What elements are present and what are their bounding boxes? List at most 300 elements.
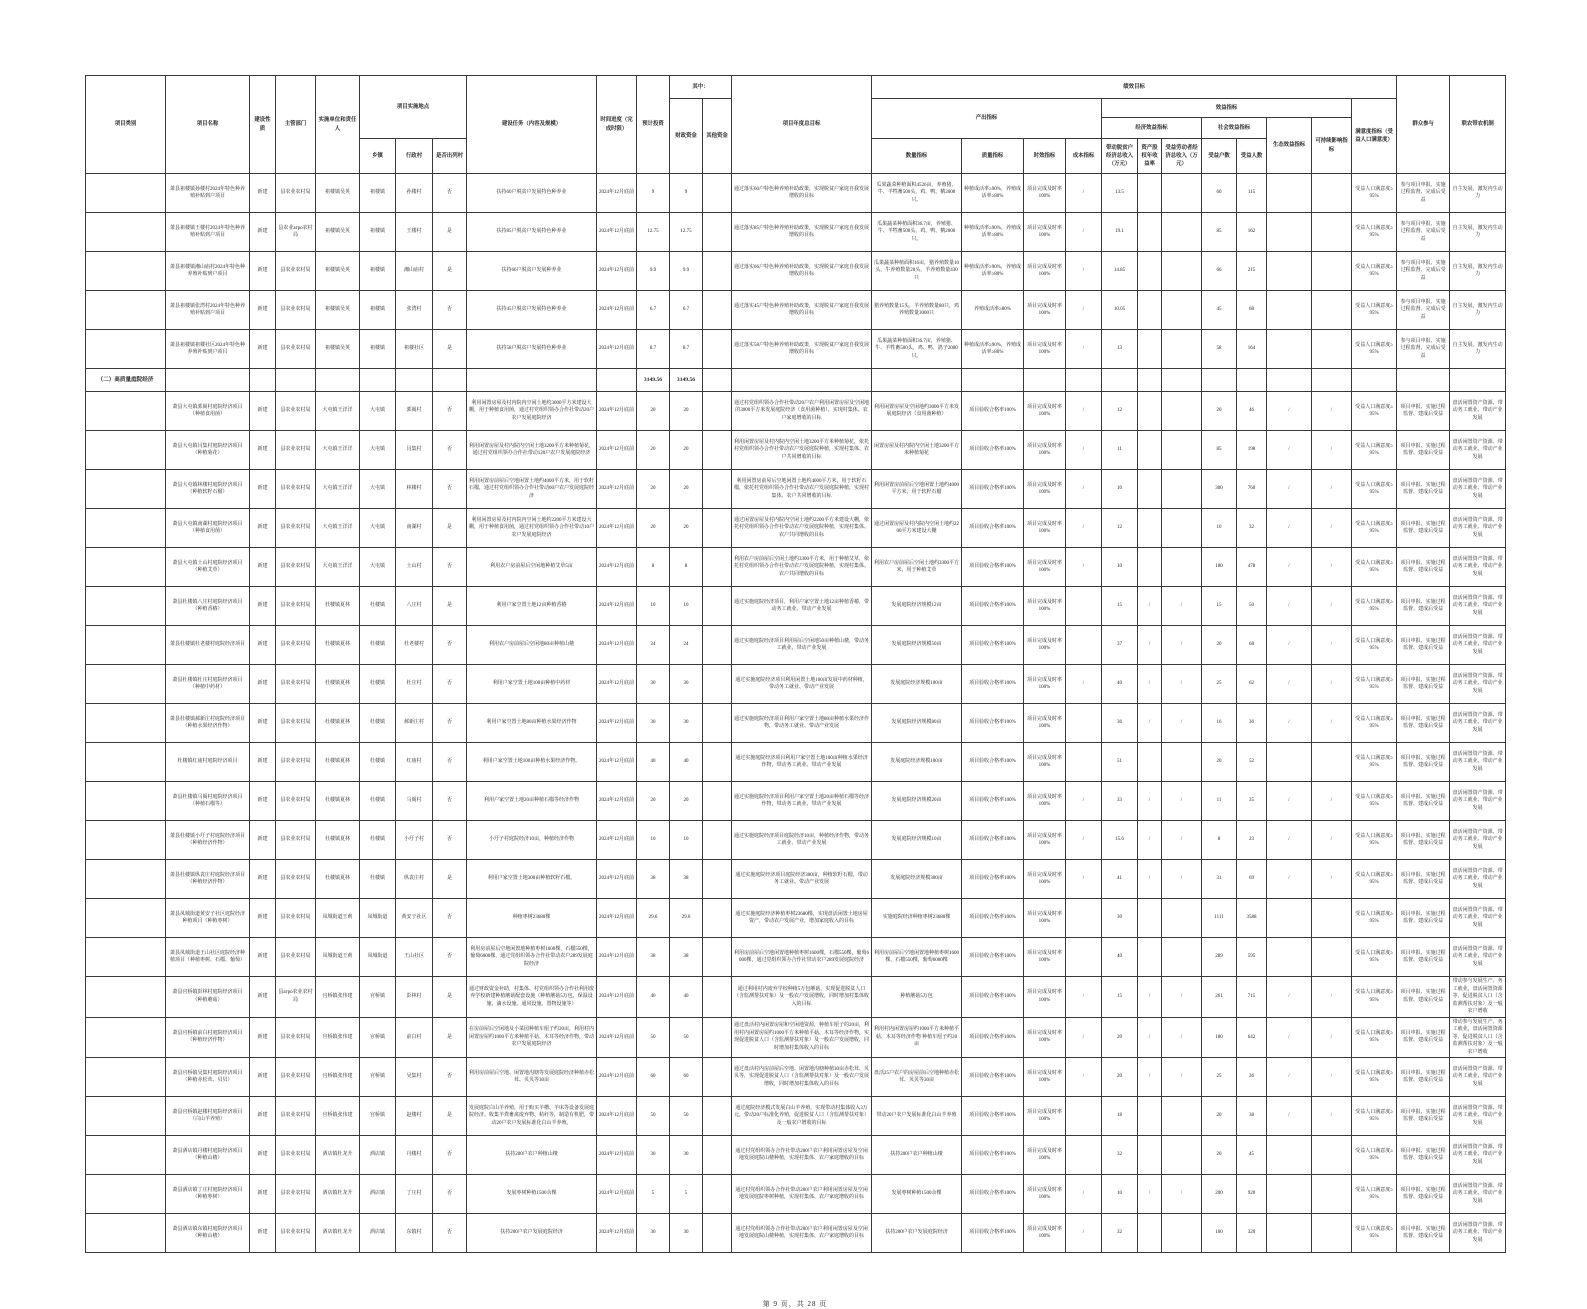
cell [703,470,732,509]
cell: / [1138,1175,1162,1214]
cell [86,470,166,509]
cell [1162,291,1202,330]
cell: 杜楼镇 [360,626,396,665]
cell [1312,369,1352,392]
cell: 180 [1202,548,1237,587]
cell: 受益人口满意度≥95% [1352,509,1397,548]
cell: 萧县大屯镇郭阁村庭院经济项目（种植食用菌） [166,392,250,431]
col-timeliness: 时效指标 [1024,139,1066,174]
cell: 15.6 [1102,821,1138,860]
cell: 新建 [250,743,276,782]
cell [1138,392,1162,431]
cell: 发展庭院经济规模12亩 [872,587,962,626]
cell: 18 [1102,1097,1138,1136]
cell: 盘活闲置资产资源、带动务工就业、带动产业发展 [1450,626,1506,665]
table-row [86,860,1506,899]
cell: 盘活闲置资产资源、带动务工就业、带动产业发展 [1450,938,1506,977]
cell [703,587,732,626]
cell: 受益人口满意度≥95% [1352,938,1397,977]
cell: 项目申报、实施过程监督、建成后受益 [1397,431,1450,470]
cell: 是 [433,860,467,899]
cell: 项目验收合格率100% [962,1097,1024,1136]
cell: 新建 [250,470,276,509]
cell: 2024年12月底前 [597,548,637,587]
cell: 祖楼镇吴英 [316,252,360,291]
cell: 36 [1102,704,1138,743]
table-row [86,977,1506,1018]
cell: 35 [1237,782,1267,821]
cell: 官桥镇 [360,1017,396,1058]
cell: 通过落实85户特色种养殖补助政策，实现脱贫户家庭自我发展增收的目标 [732,213,872,252]
cell: 杜楼镇夏林 [316,626,360,665]
cell: 6.7 [637,291,670,330]
cell: 通过落实60户特色种养殖补助政策，实现脱贫户家庭自我发展增收的目标 [732,174,872,213]
cell: 2024年12月底前 [597,899,637,938]
cell: 萧县祖楼镇孙楼村2024年特色种养殖补贴到户项目 [166,174,250,213]
cell: 否 [433,431,467,470]
cell: 9.9 [670,252,703,291]
table-row [86,509,1506,548]
cell: 32 [1102,1214,1138,1253]
cell: 项目申报、实施过程监督、建成后受益 [1397,938,1450,977]
cell: 萧县酒店镇丹楼村庭院经济项目（种植山楂） [166,1136,250,1175]
cell: 项目完成及时率100% [1024,626,1066,665]
cell: 受益人口满意度≥95% [1352,174,1397,213]
cell: 祖楼镇 [360,330,396,369]
cell: 种植成活率≥90%，养殖成活率≥80% [962,174,1024,213]
cell [1138,431,1162,470]
cell: 杜楼镇 [360,782,396,821]
table-row [86,392,1506,431]
cell: 15 [1102,977,1138,1018]
cell: 小圩子村庭院经济10亩，种植经济作物 [467,821,597,860]
cell: 38 [670,938,703,977]
cell: 项目验收合格率100% [962,1017,1024,1058]
table-row [86,743,1506,782]
cell: 官桥镇 [360,1097,396,1136]
cell: 受益人口满意度≥95% [1352,665,1397,704]
cell: 杜楼镇夏林 [316,587,360,626]
cell: 85 [1202,431,1237,470]
cell [1138,938,1162,977]
cell [1138,743,1162,782]
cell: 大屯镇 [360,431,396,470]
table-row [86,782,1506,821]
cell: 2024年12月底前 [597,1017,637,1058]
table-row [86,665,1506,704]
cell: / [1267,1058,1312,1097]
cell: 官桥镇张伟建 [316,977,360,1018]
cell: / [1138,821,1162,860]
cell: 利用户家空置土地20亩种植石榴等经济作物 [467,782,597,821]
table-row [86,899,1506,938]
cell: 发展庭院经济规模300亩 [872,860,962,899]
cell: 320 [1237,1214,1267,1253]
cell: 盘活闲置资产资源、带动务工就业、带动产业发展 [1450,1058,1506,1097]
cell: 新建 [250,626,276,665]
cell: 2024年12月底前 [597,330,637,369]
col-output-indicators: 产出指标 [872,99,1102,139]
cell: 瓜果蔬菜种植面积36.7亩，养殖猪、牛、羊牲畜500头，鸡、鸭、鸽子2000只。 [872,330,962,369]
cell: 通过村党组织领办合作社带动200户农户利用闲置房屋及空闲地发展庭院山楂种植，实现村集体、农户家庭增收的目标 [732,1214,872,1253]
cell: 县农业农村局 [276,743,316,782]
cell: 新建 [250,1058,276,1097]
cell: 利用农户房前屋后空闲地80亩种植山楂 [467,626,597,665]
cell [86,587,166,626]
cell: 项目完成及时率100% [1024,704,1066,743]
cell: 32 [1237,509,1267,548]
col-listed-village: 是否出列村 [433,139,467,174]
cell: 10 [670,587,703,626]
cell: 赵楼村 [396,1097,433,1136]
cell: 2024年12月底前 [597,470,637,509]
cell: 36 [1237,1058,1267,1097]
cell: 新建 [250,431,276,470]
cell [1066,1097,1102,1136]
cell: 项目完成及时率100% [1024,860,1066,899]
cell: / [1066,392,1102,431]
col-performance-goal: 绩效目标 [872,76,1397,99]
cell: / [1066,860,1102,899]
cell: 利用闲置房屋及村内院内空闲土地3200平方米种植菊花，依托村党组织领办合作社带动农户发展庭院种植，实现村集体、农户共同增收的目标 [732,431,872,470]
cell: 新建 [250,860,276,899]
cell: 50 [670,1097,703,1136]
cell: 2024年12月底前 [597,252,637,291]
cell: 扶持200户农户种植山楂 [872,1136,962,1175]
cell: 新建 [250,1097,276,1136]
cell: 595 [1237,938,1267,977]
cell: 项目验收合格率100% [962,860,1024,899]
cell: 彭林村 [396,977,433,1018]
cell: 萧县杜楼镇杜老楼村庭院经济项目 [166,626,250,665]
cell: 发展庭院经济规模20亩 [872,782,962,821]
cell: 利用闲置房前屋后空地闲置土地约4000平方米，用于软籽石榴，通过村党组织领办合作社带动60户农户发展庭院经济 [467,470,597,509]
cell: 通过实施庭院经济项目利用屋后空闲地50亩种植山楂，带动务工就业、带动产业发展 [732,626,872,665]
cell: / [1267,470,1312,509]
cell: 自主发展，激发内生动力 [1450,291,1506,330]
cell: / [1066,1058,1102,1097]
cell [1162,392,1202,431]
col-benefit-households: 受益户数 [1202,139,1237,174]
cell: 利用户家空置土地100亩种植水果经济作物。 [467,743,597,782]
cell: 盘活闲置资产资源、带动务工就业、带动产业发展 [1450,782,1506,821]
cell: 8.7 [670,330,703,369]
cell: 否 [433,1058,467,1097]
cell: / [1267,821,1312,860]
col-construction-nature: 建设性质 [250,76,276,174]
cell: 是 [433,213,467,252]
cell: 215 [1237,252,1267,291]
cell: 85 [1202,213,1237,252]
cell: 项目完成及时率100% [1024,1136,1066,1175]
cell: 扶持60户脱贫户发展特色种养业 [467,174,597,213]
cell: 盘活闲置资产资源、带动务工就业、带动产业发展 [1450,470,1506,509]
cell [1102,369,1138,392]
cell: 2024年12月底前 [597,1136,637,1175]
cell: 25 [1202,1058,1237,1097]
table-row [86,704,1506,743]
cell: 县农业农村局 [276,548,316,587]
cell: 20 [1202,392,1237,431]
cell: 33 [1102,782,1138,821]
cell: / [1312,1017,1352,1058]
table-row [86,548,1506,587]
cell: 新建 [250,330,276,369]
col-sustainable: 可持续影响指标 [1312,118,1352,174]
cell: 项目完成及时率100% [1024,1214,1066,1253]
cell: 58 [1202,330,1237,369]
cell [1138,548,1162,587]
cell: 通过庭院经济模式发展白山羊养殖，实现带动村集体收入3万元，带动20户标准化养殖，促进脱贫人口（含监测帮扶对象）及一般农户增收的目标 [732,1097,872,1136]
cell: 县农业农村局 [276,470,316,509]
table-row [86,470,1506,509]
cell: / [1162,860,1202,899]
cell: 12.75 [637,213,670,252]
cell: 51 [1102,743,1138,782]
cell: 县农业农村局 [276,704,316,743]
col-benefit-people: 受益人数 [1237,139,1267,174]
cell: 760 [1237,470,1267,509]
cell: 30 [637,1214,670,1253]
cell: 大屯镇王洋洋 [316,392,360,431]
cell: 新建 [250,587,276,626]
cell [1138,1214,1162,1253]
cell: 项目验收合格率100% [962,821,1024,860]
projects-table [85,75,1506,1253]
cell: 参与项目申报、实施过程监督、完成后受益 [1397,330,1450,369]
cell: 项目申报、实施过程监督、建成后受益 [1397,587,1450,626]
cell: 2024年12月底前 [597,782,637,821]
col-location-group: 项目实施地点 [360,76,467,139]
cell: 酒店镇 [360,1214,396,1253]
cell [86,1175,166,1214]
col-fiscal-funds: 财政资金 [670,99,703,174]
cell: 酒店镇杜龙升 [316,1214,360,1253]
cell: 项目申报、实施过程监督、建成后受益 [1397,509,1450,548]
cell: 30 [637,1136,670,1175]
cell: 发展庭院经济规模100亩 [872,743,962,782]
table-row [86,1175,1506,1214]
cell: 受益人口满意度≥95% [1352,392,1397,431]
cell: 10 [1202,509,1237,548]
col-satisfaction: 满意度指标（受益人口满意度） [1352,99,1397,174]
cell: 3149.56 [637,369,670,392]
cell: 否 [433,743,467,782]
cell: 项目完成及时率100% [1024,899,1066,938]
cell: 新建 [250,174,276,213]
cell [316,369,360,392]
cell: / [1267,860,1312,899]
cell: 杜楼镇 [360,743,396,782]
cell: 大屯镇王洋洋 [316,470,360,509]
cell: / [1267,704,1312,743]
cell: 10 [670,821,703,860]
cell: 自主发展，激发内生动力 [1450,252,1506,291]
cell: / [1312,509,1352,548]
cell: 杜楼镇 [360,704,396,743]
cell: 萧县杜楼镇小圩子村庭院经济项目（种植经济作物） [166,821,250,860]
cell [1312,1214,1352,1253]
cell [86,938,166,977]
cell: / [1312,587,1352,626]
cell: 项目完成及时率100% [1024,213,1066,252]
cell: 项目申报、实施过程监督、建成后受益 [1397,977,1450,1018]
cell: 受益人口满意度≥95% [1352,330,1397,369]
cell: 31 [1202,860,1237,899]
cell: 项目完成及时率100% [1024,977,1066,1018]
cell [1267,291,1312,330]
cell: 40 [637,977,670,1018]
cell: 40 [1102,665,1138,704]
cell: 项目验收合格率100% [962,1175,1024,1214]
cell [1066,587,1102,626]
cell: 通过村党组织领办合作社带动20户农户利用闲置房屋及空闲地的3000平方米发展庭院经济（食用菌种植），实现村集体、农户家庭增收的目标 [732,392,872,431]
cell: 受益人口满意度≥95% [1352,743,1397,782]
cell: 王楼村 [396,213,433,252]
cell: 项目验收合格率100% [962,392,1024,431]
cell: 10 [1102,548,1138,587]
cell [703,665,732,704]
cell: 180 [1202,1017,1237,1058]
cell: 县农业农村局 [276,782,316,821]
cell: 12 [1102,509,1138,548]
cell: 15 [1102,587,1138,626]
cell: / [1066,431,1102,470]
cell [703,899,732,938]
cell: / [1162,782,1202,821]
cell: / [1312,431,1352,470]
cell: 项目完成及时率100% [1024,548,1066,587]
cell: 920 [1237,1175,1267,1214]
cell: 是 [433,1017,467,1058]
cell: 否 [433,392,467,431]
cell [703,392,732,431]
cell: 198 [1237,431,1267,470]
cell: 1111 [1202,899,1237,938]
cell [1162,899,1202,938]
cell: 丹楼村 [396,1136,433,1175]
cell: 否 [433,291,467,330]
cell [1312,1175,1352,1214]
cell [1138,1136,1162,1175]
cell: 项目申报、实施过程监督、建成后受益 [1397,743,1450,782]
cell [1162,252,1202,291]
col-other-funds: 其他资金 [703,99,732,174]
cell: 瓜果蔬菜种植面积16亩，猪养殖数量10头，牛养殖数量20头，羊养殖数量430只 [872,252,962,291]
cell: 50 [1237,587,1267,626]
cell [1267,1214,1312,1253]
cell [1162,938,1202,977]
cell: 瓜果蔬菜种植面积36.7亩，养殖猪、牛、羊牲畜500头，鸡、鸭、鹅2000只。 [872,213,962,252]
cell: 萧县官桥镇吴集村庭院经济项目（种植赤松茸、贝贝） [166,1058,250,1097]
cell: 新建 [250,509,276,548]
cell: / [1267,782,1312,821]
table-row [86,431,1506,470]
cell: 41 [1102,860,1138,899]
cell: 否 [433,548,467,587]
cell: 100 [1202,1214,1237,1253]
cell [1312,291,1352,330]
cell: / [1138,587,1162,626]
cell: / [1162,1017,1202,1058]
cell: / [1138,665,1162,704]
cell: 项目申报、实施过程监督、建成后受益 [1397,1097,1450,1136]
cell: 2024年12月底前 [597,1097,637,1136]
cell: 带动参与发展生产、务工就业、盘活闲置资源等，促进脱贫人口（含监测帮扶对象）及一般农户增收 [1450,977,1506,1018]
cell: 发展庭院经济规模50亩 [872,626,962,665]
cell: 县农业农村局 [276,1175,316,1214]
cell: 289 [1202,938,1237,977]
cell: 20 [670,782,703,821]
cell: 2024年12月底前 [597,587,637,626]
cell: / [1162,1175,1202,1214]
cell: 大屯镇 [360,470,396,509]
cell [1312,899,1352,938]
cell [86,392,166,431]
cell [86,291,166,330]
cell: 盘活闲置资产资源、带动务工就业、带动产业发展 [1450,392,1506,431]
cell: 478 [1237,548,1267,587]
cell: 20 [637,470,670,509]
cell: 利用房前屋后空地闲置地种植枣树1600棵，石榴550棵，葡萄6000棵，通过党组织领办合作社带动农户289发展庭院经济 [732,938,872,977]
cell [1312,743,1352,782]
cell: 8 [670,548,703,587]
cell: / [1267,1017,1312,1058]
cell [1162,369,1202,392]
cell: 县农业农村局 [276,1214,316,1253]
cell: 东镇村 [396,1214,433,1253]
cell: 凤城街道王莉 [316,938,360,977]
cell [1202,369,1237,392]
cell: 项目申报、实施过程监督、建成后受益 [1397,1214,1450,1253]
cell: 通过实施庭院经济项目，利用户家空置土地12亩种植香椿，带动务工就业、带动产业发展 [732,587,872,626]
cell [1024,369,1066,392]
cell: 受益人口满意度≥95% [1352,291,1397,330]
col-social: 社会效益指标 [1202,118,1267,139]
cell [1312,938,1352,977]
cell: 9 [670,174,703,213]
cell: 23 [1237,821,1267,860]
col-benefit-indicators: 效益指标 [1102,99,1352,118]
cell [1138,1097,1162,1136]
cell: 祖楼镇 [360,174,396,213]
cell: / [1267,626,1312,665]
cell [703,977,732,1018]
cell: 115 [1237,174,1267,213]
cell: 项目申报、实施过程监督、建成后受益 [1397,704,1450,743]
col-township: 乡镇 [360,139,396,174]
cell: 162 [1237,213,1267,252]
cell [1162,1136,1202,1175]
cell: 20 [1202,1136,1237,1175]
cell: 利用房前屋后空地闲置地种植枣树1600棵，石榴550棵，葡萄6000棵，通过党组织领办合作社带动农户289发展庭院经济 [467,938,597,977]
cell [1267,1136,1312,1175]
table-header [86,76,1506,174]
cell: 萧县凤城街道黄安子社区庭院经济种植项目（种植枣树） [166,899,250,938]
cell: / [1312,821,1352,860]
cell [703,1017,732,1058]
cell: 2024年12月底前 [597,626,637,665]
cell: 张湾村 [396,291,433,330]
cell [467,369,597,392]
cell: 利用户家空置土地100亩种植中药材 [467,665,597,704]
cell: 30 [670,1136,703,1175]
cell: 2024年12月底前 [597,509,637,548]
cell: 南湖村 [396,509,433,548]
cell: 30 [637,665,670,704]
col-economic: 经济效益指标 [1102,118,1202,139]
cell: 45 [1202,291,1237,330]
